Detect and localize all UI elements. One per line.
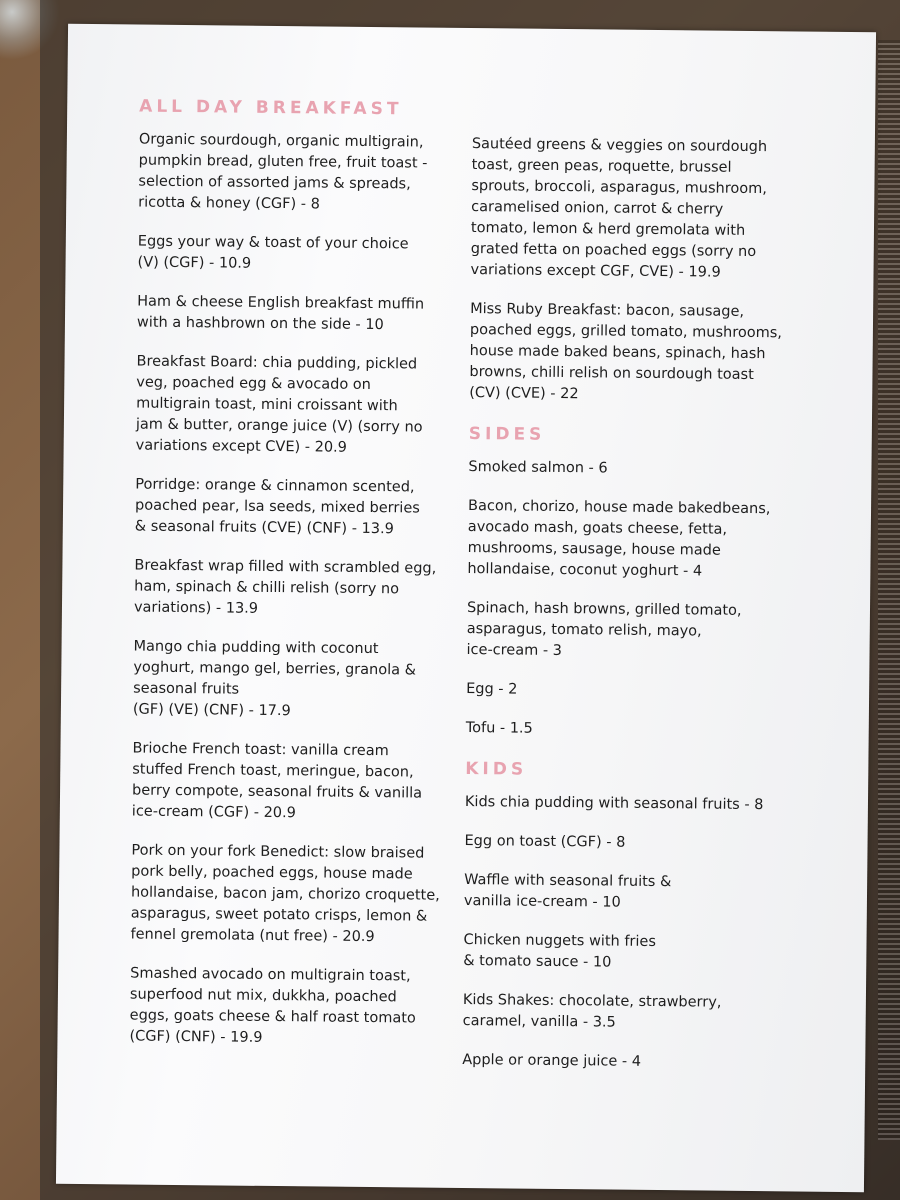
menu-item: Kids chia pudding with seasonal fruits - 8 [464, 794, 764, 814]
all-day-breakfast-heading: ALL DAY BREAKFAST [139, 96, 403, 120]
menu-item: Egg - 2 [466, 681, 518, 698]
sides-heading: SIDES [468, 424, 546, 445]
menu-item: Chicken nuggets with fries & tomato sauce - 10 [463, 931, 657, 971]
menu-item: Brioche French toast: vanilla cream stuffed French toast, meringue, bacon, berry compote, seasonal fruits & vanilla ice-cream (CGF) - 20.9 [131, 740, 423, 822]
menu-item: Kids Shakes: chocolate, strawberry, caramel, vanilla - 3.5 [462, 991, 722, 1031]
menu-item: Smashed avocado on multigrain toast, superfood nut mix, dukkha, poached eggs, goats cheese & half roast tomato (CGF) (CNF) - 19.9 [129, 965, 416, 1046]
menu-item: Sautéed greens & veggies on sourdough toast, green peas, roquette, brussel sprouts, broccoli, asparagus, mushroom, caramelised onion, carrot & cherry tomato, lemon & herd gremolata with grated fetta on poached eggs (sorry no variations except CGF, CVE) - 19.9 [470, 136, 768, 281]
menu-item: Ham & cheese English breakfast muffin with a hashbrown on the side - 10 [136, 293, 425, 334]
sleeve-edge [878, 40, 900, 1140]
menu-item: Spinach, hash browns, grilled tomato, asparagus, tomato relish, mayo, ice-cream - 3 [466, 600, 742, 660]
menu-item: Breakfast wrap filled with scrambled egg, ham, spinach & chilli relish (sorry no variations) - 13.9 [133, 557, 437, 617]
menu-item: Porridge: orange & cinnamon scented, poached pear, lsa seeds, mixed berries & seasonal fruits (CVE) (CNF) - 13.9 [134, 476, 420, 538]
menu-item: Waffle with seasonal fruits & vanilla ice-cream - 10 [463, 871, 672, 911]
left-column [129, 97, 464, 1069]
menu-item: Eggs your way & toast of your choice (V) (CGF) - 10.9 [137, 233, 409, 272]
menu-item: Bacon, chorizo, house made bakedbeans, avocado mash, goats cheese, fetta, mushrooms, sausage, house made hollandaise, coconut yoghurt - 4 [467, 498, 771, 580]
right-column [462, 134, 802, 1092]
menu-item: Breakfast Board: chia pudding, pickled veg, poached egg & avocado on multigrain toast, mini croissant with jam & butter, orange juice (V) (sorry no variations except CVE) - 20.9 [135, 353, 423, 456]
menu-item: Mango chia pudding with coconut yoghurt, mango gel, berries, granola & seasonal fruits (GF) (VE) (CNF) - 17.9 [132, 638, 417, 720]
menu-item: Tofu - 1.5 [465, 720, 533, 737]
menu-item: Pork on your fork Benedict: slow braised pork belly, poached eggs, house made hollandaise, bacon jam, chorizo croquette, asparagus, sweet potato crisps, lemon & fennel gremolata (nut free) - 20.9 [130, 842, 440, 946]
menu-item: Egg on toast (CGF) - 8 [464, 832, 626, 851]
menu-page [56, 24, 876, 1192]
menu-item: Apple or orange juice - 4 [462, 1051, 642, 1070]
menu-item: Organic sourdough, organic multigrain, pumpkin bread, gluten free, fruit toast - selection of assorted jams & spreads, ricotta & honey (CGF) - 8 [138, 131, 428, 213]
menu-item: Smoked salmon - 6 [468, 459, 608, 477]
menu-item: Miss Ruby Breakfast: bacon, sausage, poached eggs, grilled tomato, mushrooms, house made baked beans, spinach, hash browns, chilli relish on sourdough toast (CV) (CVE) - 22 [469, 301, 783, 403]
kids-heading: KIDS [465, 759, 528, 780]
